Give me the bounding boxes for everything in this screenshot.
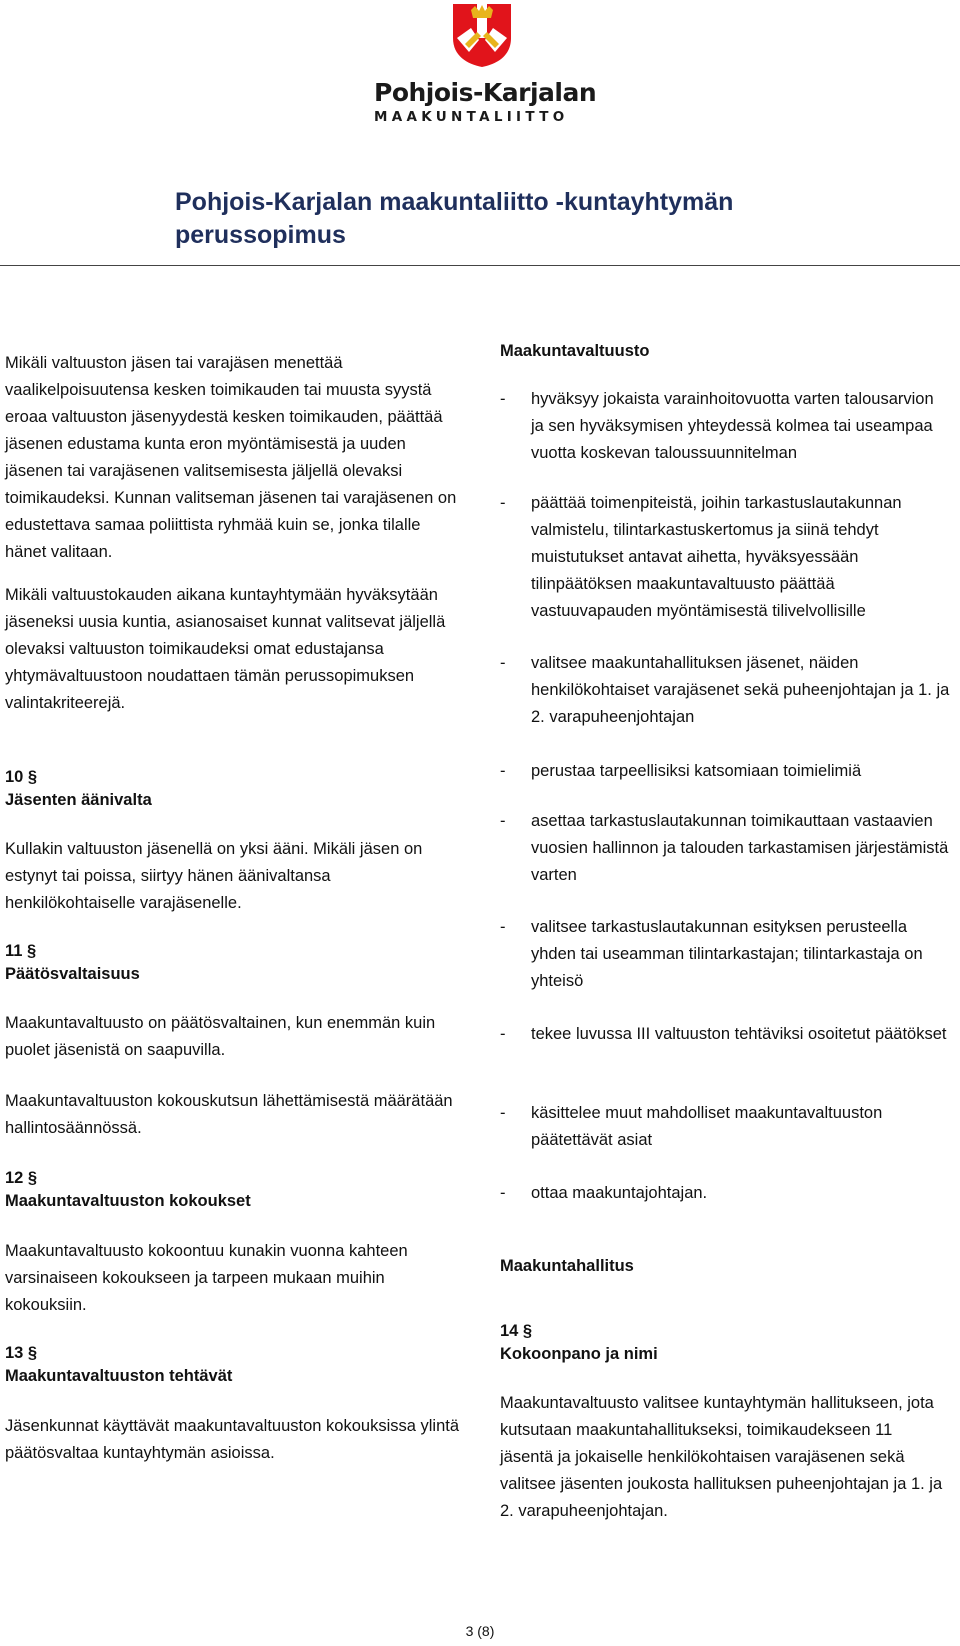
list-dash: - [500,1184,506,1202]
paragraph-new-municipalities: Mikäli valtuustokauden aikana kuntayhtymään hyväksytään jäseneksi uusia kuntia, asianosaiset kunnat valitsevat jäljellä olevaksi valtuuston toimikaudeksi omat edustajansa yhtymävaltuustoon noudattaen tämän perussopimuksen valintakriteerejä. [5,586,446,712]
list-dash: - [500,1025,506,1043]
org-name: Pohjois-Karjalan [374,78,597,107]
section-13-text: Jäsenkunnat käyttävät maakuntavaltuuston kokouksissa ylintä päätösvaltaa kuntayhtymän asioissa. [5,1417,460,1462]
section-10-title: Jäsenten äänivalta [5,791,152,809]
section-11-number: 11 § [5,942,37,960]
list-item-text: ottaa maakuntajohtajan. [531,1184,708,1202]
section-12-number: 12 § [5,1169,38,1187]
list-item-text: asettaa tarkastuslautakunnan toimikauttaan vastaavien vuosien hallinnon ja talouden tarkastamisen järjestämistä varten [531,812,949,884]
section-10-number: 10 § [5,768,38,786]
section-11-title: Päätösvaltaisuus [5,965,140,983]
list-dash: - [500,918,506,936]
list-item-text: perustaa tarpeellisiksi katsomiaan toimielimiä [531,762,862,780]
list-dash: - [500,812,506,830]
list-dash: - [500,494,506,512]
list-dash: - [500,654,506,672]
list-dash: - [500,762,506,780]
section-12-title: Maakuntavaltuuston kokoukset [5,1192,251,1210]
list-item-text: hyväksyy jokaista varainhoitovuotta varten talousarvion ja sen hyväksymisen yhteydessä kolmea tai useampaa vuotta koskevan taloussuunnitelman [531,390,934,462]
list-item-text: valitsee tarkastuslautakunnan esityksen perusteella yhden tai useamman tilintarkastajan; tilintarkastaja on yhteisö [531,918,923,990]
section-11-text-1: Maakuntavaltuusto on päätösvaltainen, kun enemmän kuin puolet jäsenistä on saapuvilla. [5,1014,436,1059]
section-14-text: Maakuntavaltuusto valitsee kuntayhtymän hallitukseen, jota kutsutaan maakuntahallitukseksi, toimikaudekseen 11 jäsentä ja jokaiselle henkilökohtaisen varajäsenen sekä valitsee jäsenten joukosta hallituksen puheenjohtajan ja 1. ja 2. varapuheenjohtajan. [500,1394,943,1520]
list-dash: - [500,390,506,408]
list-dash: - [500,1104,506,1122]
list-item-text: päättää toimenpiteistä, joihin tarkastuslautakunnan valmistelu, tilintarkastuskertomus ja siinä tehdyt muistutukset antavat aihetta, hyväksyessään tilinpäätöksen maakuntavaltuusto päättää vastuuvapauden myöntämisestä tilivelvollisille [531,494,902,620]
section-13-number: 13 § [5,1344,38,1362]
paragraph-member-replacement: Mikäli valtuuston jäsen tai varajäsen menettää vaalikelpoisuutensa kesken toimikauden tai muusta syystä eroaa valtuuston jäsenyydestä kesken toimikauden, päättää jäsenen edustama kunta eron myöntämisestä ja uuden jäsenen tai varajäsenen valitsemisesta jäljellä olevaksi toimikaudeksi. Kunnan valitseman jäsenen tai varajäsenen on edustettava samaa poliittista ryhmää kuin se, jonka tilalle hänet valitaan. [5,354,457,561]
document-title: Pohjois-Karjalan maakuntaliitto -kuntayhtymän perussopimus [175,188,734,249]
right-heading-valtuusto: Maakuntavaltuusto [500,342,650,360]
list-item-text: tekee luvussa III valtuuston tehtäviksi osoitetut päätökset [531,1025,947,1043]
section-12-text: Maakuntavaltuusto kokoontuu kunakin vuonna kahteen varsinaiseen kokoukseen ja tarpeen mukaan muihin kokouksiin. [5,1242,408,1314]
org-subtitle: MAAKUNTALIITTO [374,109,569,125]
list-item-text: valitsee maakuntahallituksen jäsenet, näiden henkilökohtaiset varajäsenet sekä puheenjohtajan ja 1. ja 2. varapuheenjohtajan [531,654,950,726]
section-10-text: Kullakin valtuuston jäsenellä on yksi ääni. Mikäli jäsen on estynyt tai poissa, siirtyy hänen äänivaltansa henkilökohtaiselle varajäsenelle. [5,840,423,912]
coat-of-arms-icon [451,2,513,68]
header-divider [0,265,960,266]
list-item-text: käsittelee muut mahdolliset maakuntavaltuuston päätettävät asiat [531,1104,883,1149]
right-heading-hallitus: Maakuntahallitus [500,1257,634,1275]
page-number: 3 (8) [465,1623,495,1639]
section-14-title: Kokoonpano ja nimi [500,1345,658,1363]
section-14-number: 14 § [500,1322,533,1340]
section-11-text-2: Maakuntavaltuuston kokouskutsun lähettämisestä määrätään hallintosäännössä. [5,1092,453,1137]
section-13-title: Maakuntavaltuuston tehtävät [5,1367,233,1385]
header-logo [0,0,960,130]
